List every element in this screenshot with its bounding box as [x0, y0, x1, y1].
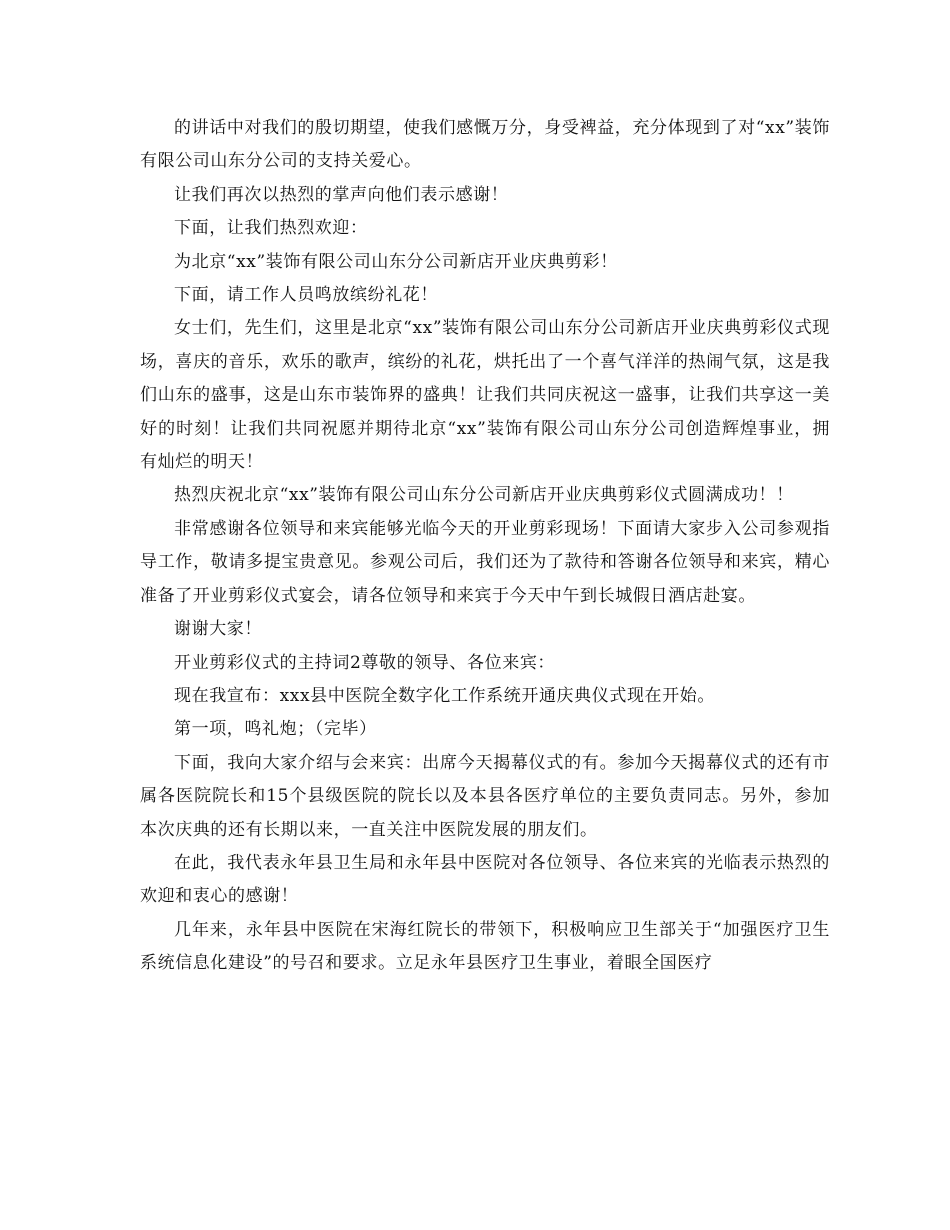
paragraph: 让我们再次以热烈的掌声向他们表示感谢！: [174, 184, 509, 205]
paragraph: 下面，我向大家介绍与会来宾：出席今天揭幕仪式的有。参加今天揭幕仪式的还有市属各医院院长和15个县级医院的院长以及本县各医疗单位的主要负责同志。另外，参加本次庆典的还有长期以来，一直关注中医院发展的朋友们。: [140, 752, 830, 840]
paragraph: 第一项，鸣礼炮；（完毕）: [174, 719, 377, 740]
paragraph: 谢谢大家！: [174, 619, 262, 640]
paragraph: 下面，请工作人员鸣放缤纷礼花！: [174, 285, 438, 306]
paragraph: 的讲话中对我们的殷切期望，使我们感慨万分，身受裨益，充分体现到了对“xx”装饰有限公司山东分公司的支持关爱心。: [140, 118, 830, 172]
paragraph: 现在我宣布：xxx县中医院全数字化工作系统开通庆典仪式现在开始。: [174, 685, 715, 706]
paragraph: 女士们，先生们，这里是北京“xx”装饰有限公司山东分公司新店开业庆典剪彩仪式现场，喜庆的音乐，欢乐的歌声，缤纷的礼花，烘托出了一个喜气洋洋的热闹气氛，这是我们山东的盛事，这是山东市装饰界的盛典！让我们共同庆祝这一盛事，让我们共享这一美好的时刻！让我们共同祝愿并期待北京“xx”装饰有限公司山东分公司创造辉煌事业，拥有灿烂的明天！: [140, 318, 830, 473]
document-body: [140, 112, 830, 981]
paragraph: 几年来，永年县中医院在宋海红院长的带领下，积极响应卫生部关于“加强医疗卫生系统信息化建设”的号召和要求。立足永年县医疗卫生事业，着眼全国医疗: [140, 919, 830, 974]
paragraph: 热烈庆祝北京“xx”装饰有限公司山东分公司新店开业庆典剪彩仪式圆满成功！！: [174, 485, 794, 506]
paragraph: 下面，让我们热烈欢迎：: [174, 218, 368, 239]
paragraph: 开业剪彩仪式的主持词2尊敬的领导、各位来宾：: [174, 652, 556, 673]
paragraph: 非常感谢各位领导和来宾能够光临今天的开业剪彩现场！下面请大家步入公司参观指导工作，敬请多提宝贵意见。参观公司后，我们还为了款待和答谢各位领导和来宾，精心准备了开业剪彩仪式宴会，请各位领导和来宾于今天中午到长城假日酒店赴宴。: [140, 518, 830, 606]
paragraph: 在此，我代表永年县卫生局和永年县中医院对各位领导、各位来宾的光临表示热烈的欢迎和衷心的感谢！: [140, 852, 830, 907]
paragraph: 为北京“xx”装饰有限公司山东分公司新店开业庆典剪彩！: [174, 251, 618, 272]
